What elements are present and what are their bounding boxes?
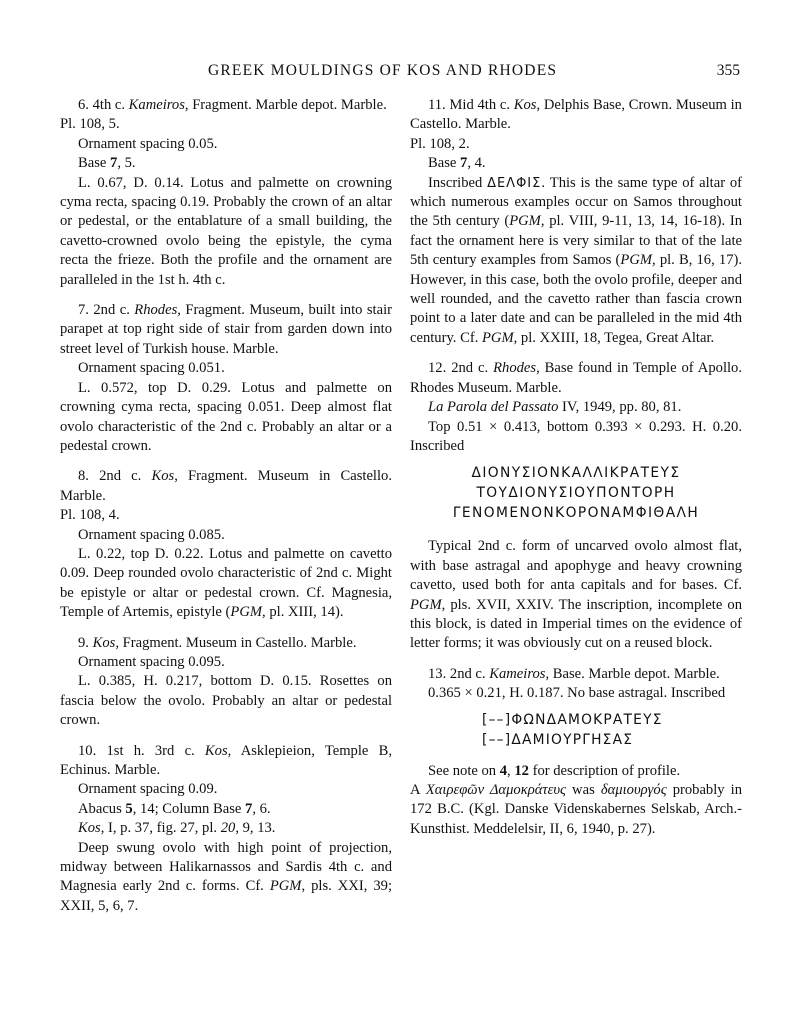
entry-heading: 11. Mid 4th c. Kos, Delphis Base, Crown. Museum in Castello. Marble.: [410, 97, 742, 133]
entry-heading: 12. 2nd c. Rhodes, Base found in Temple of Apollo. Rhodes Museum. Marble.: [410, 360, 742, 396]
entry-description: L. 0.572, top D. 0.29. Lotus and palmette on crowning cyma recta, spacing 0.051. Deep almost flat ovolo characteristic of the 2nd c. Probably an altar or a pedestal crown.: [60, 379, 392, 454]
entry-6: [60, 96, 392, 290]
entry-heading: 9. Kos, Fragment. Museum in Castello. Marble.: [78, 634, 357, 651]
ornament-spacing: Ornament spacing 0.09.: [78, 781, 218, 798]
plate-ref: Pl. 108, 2.: [410, 135, 470, 152]
ornament-spacing: Ornament spacing 0.05.: [78, 135, 218, 152]
dimensions: Top 0.51 × 0.413, bottom 0.393 × 0.293. H. 0.20. Inscribed: [410, 418, 742, 454]
page-number: 355: [716, 62, 740, 79]
ornament-spacing: Ornament spacing 0.085.: [78, 526, 225, 543]
final-note: A Χαιρεφῶν Δαμοκράτευς was δαμιουργός probably in 172 B.C. (Kgl. Danske Videnskabernes Selskab, Arch.-Kunsthist. Meddelelsir, II, 6, 1940, p. 27).: [410, 781, 742, 837]
ornament-spacing: Ornament spacing 0.095.: [78, 653, 225, 670]
base-ref: Base 7, 5.: [78, 155, 136, 172]
entry-description: Deep swung ovolo with high point of projection, midway between Halikarnassos and Sardis 4th c. and Magnesia early 2nd c. forms. Cf. PGM, pls. XXI, 39; XXII, 5, 6, 7.: [60, 839, 392, 914]
entry-13: [410, 665, 742, 839]
entry-heading: 13. 2nd c. Kameiros, Base. Marble depot. Marble.: [428, 665, 720, 682]
ornament-spacing: Ornament spacing 0.051.: [78, 360, 225, 377]
plate-ref: Pl. 108, 4.: [60, 507, 120, 524]
abacus-ref: Abacus 5, 14; Column Base 7, 6.: [78, 800, 271, 817]
profile-note: See note on 4, 12 for description of profile.: [428, 762, 681, 779]
publication-ref: La Parola del Passato IV, 1949, pp. 80, 81.: [428, 399, 682, 416]
entry-heading: 6. 4th c. Kameiros, Fragment. Marble depot. Marble.: [78, 97, 387, 113]
inscription-line: [––]ΔΑΜΙΟΥΡΓΗΣΑΣ: [482, 731, 634, 748]
running-title: GREEK MOULDINGS OF KOS AND RHODES: [208, 62, 558, 79]
inscription-block: [482, 710, 742, 750]
inscription-line: [––]ΦΩΝΔΑΜΟΚΡΑΤΕΥΣ: [482, 711, 663, 728]
entry-description: L. 0.385, H. 0.217, bottom D. 0.15. Rosettes on fascia below the ovolo. Probably an altar or pedestal crown.: [60, 673, 392, 729]
inscription-line: ΤΟΥΔΙΟΝΥΣΙΟΥΠΟΝΤΟΡΗ: [476, 485, 676, 502]
inscription-line: ΓΕΝΟΜΕΝΟΝΚΟΡΟΝΑΜΦΙΘΑΛΗ: [452, 505, 700, 522]
base-ref: Base 7, 4.: [428, 155, 486, 172]
left-column: [60, 96, 392, 927]
entry-7: [60, 301, 392, 456]
entry-heading: 7. 2nd c. Rhodes, Fragment. Museum, built into stair parapet at top right side of stair from garden down into street level of Turkish house. Marble.: [60, 302, 392, 357]
entry-8: [60, 467, 392, 622]
entry-description: Inscribed ΔΕΛΦΙΣ. This is the same type of altar of which numerous examples occur on Samos throughout the 5th century (PGM, pl. VIII, 9-11, 13, 14, 16-18). In fact the ornament here is very similar to that of the late 5th century examples from Samos (PGM, pl. B, 16, 17). However, in this case, both the ovolo profile, deeper and well rounded, and the cavetto rather than fascia crown point to a later date and can be paralleled in the mid 4th century. Cf. PGM, pl. XXIII, 18, Tegea, Great Altar.: [410, 174, 742, 346]
entry-heading: 8. 2nd c. Kos, Fragment. Museum in Castello. Marble.: [60, 468, 392, 504]
inscription-line: ΔΙΟΝΥΣΙΟΝΚΑΛΛΙΚΡΑΤΕΥΣ: [471, 465, 681, 482]
entry-description: Typical 2nd c. form of uncarved ovolo almost flat, with base astragal and apophyge and heavy crowning cavetto, used both for anta capitals and for bases. Cf. PGM, pls. XVII, XXIV. The inscription, incomplete on this block, is dated in Imperial times on the evidence of letter forms; it was obviously cut on a reused block.: [410, 538, 742, 652]
entry-9: [60, 634, 392, 731]
entry-12: [410, 359, 742, 653]
inscription-block: [410, 463, 742, 523]
entry-11: [410, 96, 742, 348]
plate-ref: Pl. 108, 5.: [60, 116, 120, 133]
entry-description: L. 0.67, D. 0.14. Lotus and palmette on crowning cyma recta, spacing 0.19. Probably the crown of an altar or pedestal, or the entablature of a small building, the cavetto-crowned ovolo being the epistyle, the cyma recta the frieze. Both the profile and the ornament are paralleled in the 1st h. 4th c.: [60, 174, 392, 288]
entry-heading: 10. 1st h. 3rd c. Kos, Asklepieion, Temple B, Echinus. Marble.: [60, 742, 392, 778]
right-column: [410, 96, 742, 850]
entry-description: L. 0.22, top D. 0.22. Lotus and palmette on cavetto 0.09. Deep rounded ovolo characteristic of 2nd c. Might be epistyle or altar or pedestal crown. Cf. Magnesia, Temple of Artemis, epistyle (PGM, pl. XIII, 14).: [60, 545, 392, 621]
entry-10: [60, 742, 392, 917]
dimensions: 0.365 × 0.21, H. 0.187. No base astragal. Inscribed: [428, 685, 726, 702]
running-header: [60, 62, 740, 84]
kos-ref: Kos, I, p. 37, fig. 27, pl. 20, 9, 13.: [78, 820, 276, 837]
